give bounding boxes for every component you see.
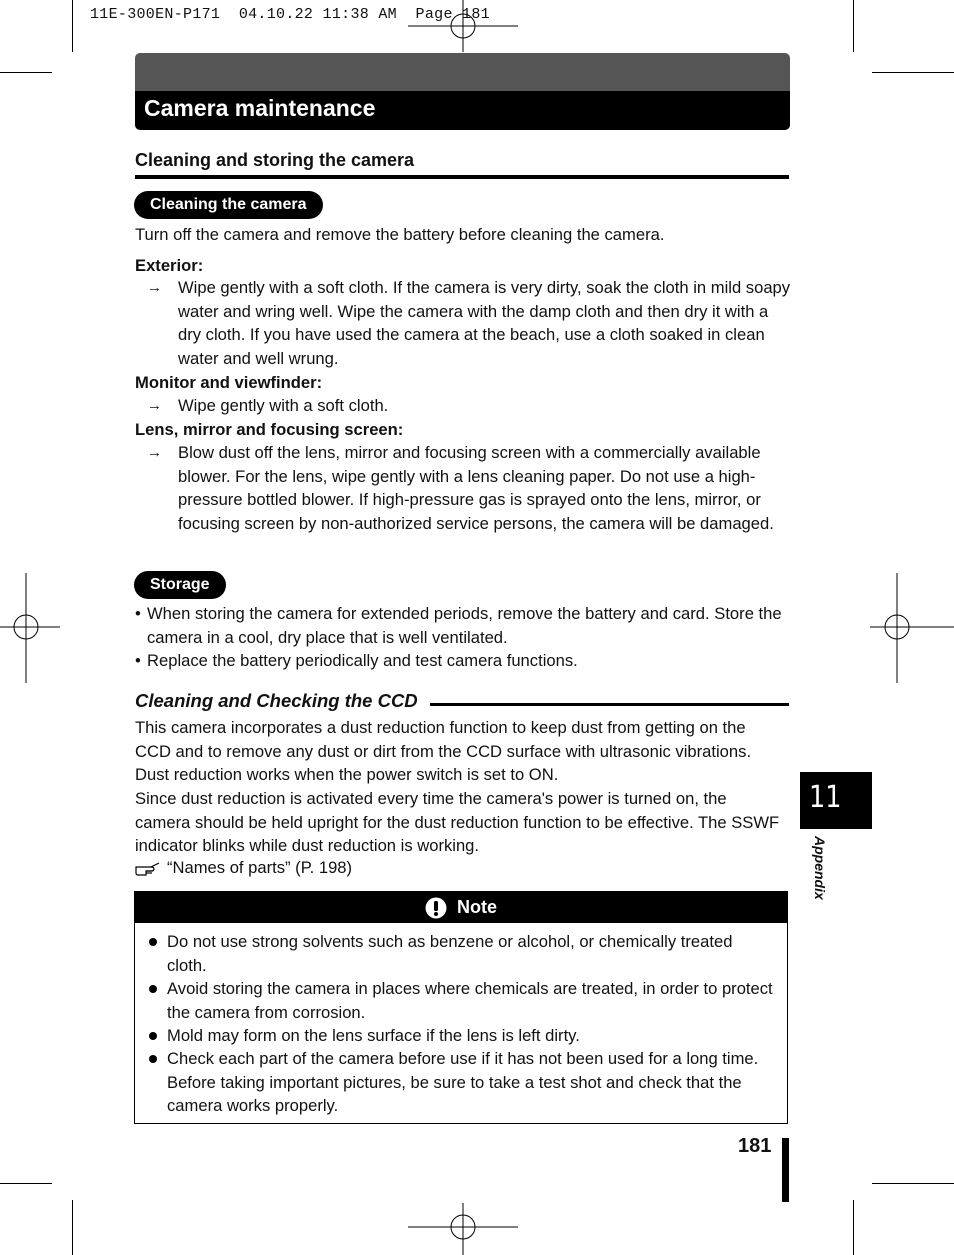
monitor-item <box>135 394 795 418</box>
crop-mark <box>872 72 954 73</box>
bullet-icon: • <box>135 604 141 623</box>
exterior-item <box>135 276 795 370</box>
registration-mark-icon <box>0 573 60 683</box>
note-item-text: Check each part of the camera before use if it has not been used for a long time. Before taking important pictures, be sure to take a test shot and check that the camera works properly. <box>167 1049 759 1115</box>
bullet-icon <box>149 1055 157 1063</box>
crop-mark <box>72 0 73 52</box>
pointing-hand-icon <box>135 861 161 877</box>
bullet-icon <box>149 985 157 993</box>
bullet-icon: • <box>135 651 141 670</box>
crop-mark <box>0 1183 52 1184</box>
crop-mark <box>853 0 854 52</box>
storage-bullet <box>135 649 795 673</box>
monitor-text: Wipe gently with a soft cloth. <box>178 396 389 415</box>
note-item-text: Avoid storing the camera in places where chemicals are treated, in order to protect the camera from corrosion. <box>167 979 773 1022</box>
crop-mark <box>0 72 52 73</box>
storage-bullet-text: Replace the battery periodically and test camera functions. <box>147 651 578 670</box>
page-number-bar <box>782 1138 789 1202</box>
note-header <box>135 892 787 923</box>
note-item <box>135 930 775 977</box>
arrow-icon: → <box>147 444 162 461</box>
print-slug: 11E-300EN-P171 04.10.22 11:38 AM Page 181 <box>90 6 490 23</box>
storage-pill: Storage <box>134 571 226 599</box>
crop-mark <box>853 1200 854 1255</box>
arrow-icon: → <box>147 397 162 414</box>
ccd-paragraph: Since dust reduction is activated every time the camera's power is turned on, the camera should be held upright for the dust reduction function to be effective. The SSWF indicator blinks while dust reduction is working. <box>135 789 780 855</box>
crop-mark <box>72 1200 73 1255</box>
lens-label: Lens, mirror and focusing screen: <box>135 420 404 439</box>
registration-mark-icon <box>408 1203 518 1255</box>
exterior-label: Exterior: <box>135 256 204 275</box>
storage-bullet-text: When storing the camera for extended periods, remove the battery and card. Store the camera in a cool, dry place that is well ventilated. <box>147 604 782 647</box>
crop-mark <box>872 1183 954 1184</box>
bullet-icon <box>149 938 157 946</box>
note-item <box>135 1047 775 1118</box>
chapter-title: Camera maintenance <box>144 95 376 121</box>
cleaning-intro: Turn off the camera and remove the battery before cleaning the camera. <box>135 225 665 244</box>
registration-mark-icon <box>870 573 954 683</box>
exclamation-icon <box>425 897 447 919</box>
chapter-header <box>135 53 790 130</box>
bullet-icon <box>149 1032 157 1040</box>
arrow-icon: → <box>147 279 162 296</box>
chapter-number: 11 <box>809 780 842 815</box>
registration-mark-icon <box>408 0 518 52</box>
note-item <box>135 1024 775 1048</box>
note-item-text: Do not use strong solvents such as benzene or alcohol, or chemically treated cloth. <box>167 932 733 975</box>
section-heading: Cleaning and storing the camera <box>135 150 789 179</box>
lens-text: Blow dust off the lens, mirror and focusing screen with a commercially available blower. For the lens, wipe gently with a lens cleaning paper. Do not use a high-pressure bottled blower. If high-pressure gas is sprayed onto the lens, mirror, or focusing screen by non-authorized service persons, the camera will be damaged. <box>178 443 774 533</box>
note-item-text: Mold may form on the lens surface if the lens is left dirty. <box>167 1026 580 1045</box>
page-number: 181 <box>738 1135 772 1157</box>
reference-text: “Names of parts” (P. 198) <box>167 858 353 877</box>
cleaning-pill: Cleaning the camera <box>134 191 323 219</box>
storage-bullet <box>135 602 795 649</box>
page-reference <box>135 858 352 878</box>
ccd-subsection-heading <box>135 690 789 716</box>
exterior-text: Wipe gently with a soft cloth. If the camera is very dirty, soak the cloth in mild soapy water and wring well. Wipe the camera with the damp cloth and then dry it with a dry cloth. If you have used the camera at the beach, use a cloth soaked in clean water and well wrung. <box>178 278 791 368</box>
chapter-tab <box>800 772 872 829</box>
note-title: Note <box>457 897 497 917</box>
ccd-title: Cleaning and Checking the CCD <box>135 690 430 712</box>
lens-item <box>135 441 795 535</box>
monitor-label: Monitor and viewfinder: <box>135 373 323 392</box>
note-item <box>135 977 775 1024</box>
ccd-paragraph: This camera incorporates a dust reduction function to keep dust from getting on the CCD and to remove any dust or dirt from the CCD surface with ultrasonic vibrations. Dust reduction works when the power switch is set to ON. <box>135 718 752 784</box>
chapter-side-label: Appendix <box>812 836 828 900</box>
note-box <box>134 891 788 1124</box>
